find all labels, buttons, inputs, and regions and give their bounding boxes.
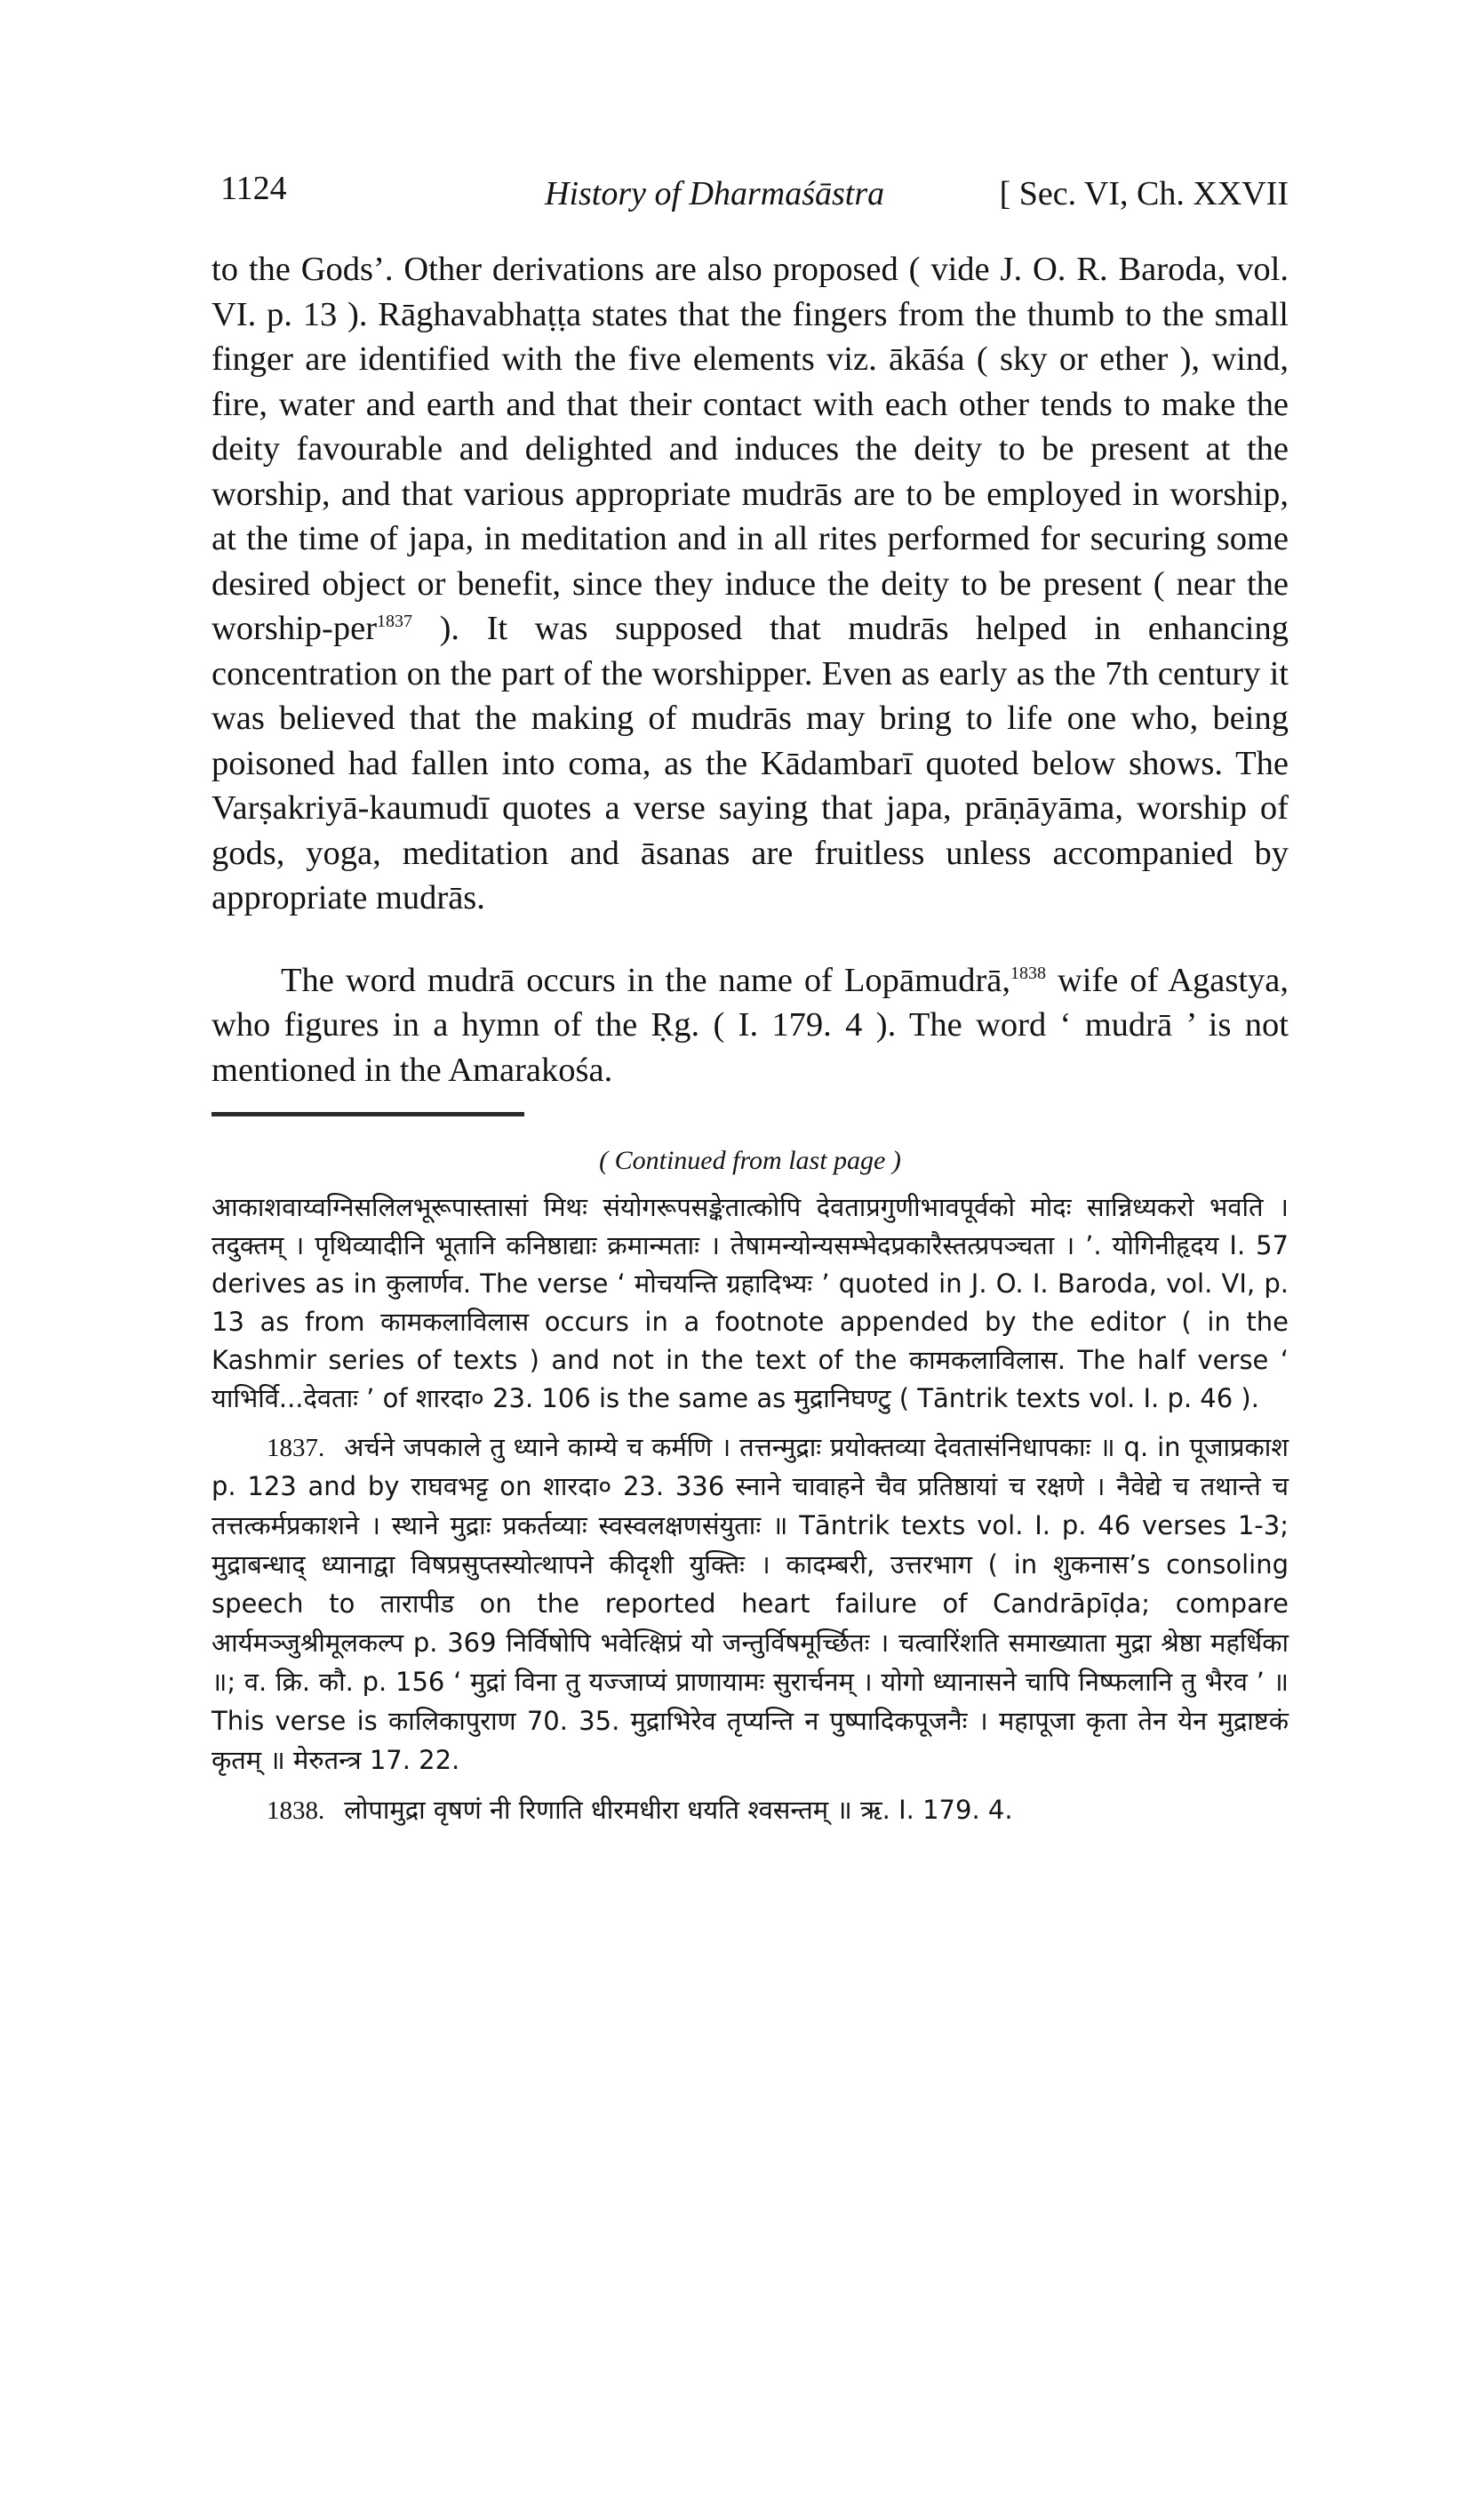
page-number: 1124	[220, 170, 287, 207]
continued-label: ( Continued from last page )	[599, 1146, 901, 1175]
footnote-ref-1837: 1837	[377, 612, 413, 632]
footnote-text: अर्चने जपकाले तु ध्याने काम्ये च कर्मणि । तत्तन्मुद्राः प्रयोक्तव्या देवतासंनिधापकाः ॥ q. in पूजाप्रकाश p. 123 and by राघवभट्ट on शारदा० 23. 336 स्नाने चावाहने चैव प्रतिष्ठायां च रक्षणे । नैवेद्ये च तथान्ते च तत्तत्कर्मप्रकाशने । स्थाने मुद्राः प्रकर्तव्याः स्वस्वलक्षणसंयुताः ॥ Tāntrik texts vol. I. p. 46 verses 1-3; मुद्राबन्धाद् ध्यानाद्वा विषप्रसुप्तस्योत्थापने कीदृशी युक्तिः । कादम्बरी, उत्तरभाग ( in शुकनास’s consoling speech to तारापीड on the reported heart failure of Candrāpīḍa; compare आर्यमञ्जुश्रीमूलकल्प p. 369 निर्विषोपि भवेत्क्षिप्रं यो जन्तुर्विषमूर्च्छितः । चत्वारिंशति समाख्याता मुद्रा श्रेष्ठा महर्धिका ॥; व. क्रि. कौ. p. 156 ‘ मुद्रां विना तु यज्जाप्यं प्राणायामः सुरार्चनम् । योगो ध्यानासने चापि निष्फलानि तु भैरव ’ ॥ This verse is कालिकापुराण 70. 35. मुद्राभिरेव तृप्यन्ति न पुष्पादिकपूजनैः । महापूजा कृता तेन येन मुद्राष्टकं कृतम् ॥ मेरुतन्त्र 17. 22.	[212, 1432, 1289, 1775]
paragraph-2-text-b: wife of Agastya, who figures in a hymn of the Ṛg. ( I. 179. 4 ). The word ‘ mudrā ’ is not mentioned in the Amarakośa.	[212, 961, 1289, 1089]
footnote-number: 1838.	[267, 1796, 325, 1825]
footnote-ref-1838: 1838	[1010, 963, 1046, 983]
paragraph-2	[212, 958, 1289, 1093]
running-head	[212, 169, 1289, 222]
paragraph-1	[212, 247, 1289, 921]
footnote-1838	[212, 1791, 1289, 1830]
book-title: History of Dharmaśāstra	[545, 175, 885, 212]
footnote-text: लोपामुद्रा वृषणं नी रिणाति धीरमधीरा धयति श्वसन्तम् ॥ ऋ. I. 179. 4.	[344, 1795, 1013, 1825]
main-text	[212, 247, 1289, 1092]
section-label: [ Sec. VI, Ch. XXVII	[999, 175, 1289, 212]
footnote-number: 1837.	[267, 1434, 325, 1462]
paragraph-2-text-a: The word mudrā occurs in the name of Lopāmudrā,	[281, 961, 1010, 999]
continued-footnote: आकाशवाय्वग्निसलिलभूरूपास्तासां मिथः संयोगरूपसङ्केतात्कोपि देवताप्रगुणीभावपूर्वको मोदः सान्निध्यकरो भवति । तदुक्तम् । पृथिव्यादीनि भूतानि कनिष्ठाद्याः क्रमान्मताः । तेषामन्योन्यसम्भेदप्रकारैस्तत्प्रपञ्चता । ’. योगिनीहृदय I. 57 derives as in कुलार्णव. The verse ‘ मोचयन्ति ग्रहादिभ्यः ’ quoted in J. O. I. Baroda, vol. VI, p. 13 as from कामकलाविलास occurs in a footnote appended by the editor ( in the Kashmir series of texts ) and not in the text of the कामकलाविलास. The half verse ‘ याभिर्वि...देवताः ’ of शारदा० 23. 106 is the same as मुद्रानिघण्टु ( Tāntrik texts vol. I. p. 46 ).	[212, 1192, 1289, 1413]
paragraph-1-text-a: to the Gods’. Other derivations are also proposed ( vide J. O. R. Baroda, vol. VI. p. 13 ). Rāghavabhaṭṭa states that the fingers from the thumb to the small finger are identified with the five elements viz. ākāśa ( sky or ether ), wind, fire, water and earth and that their contact with each other tends to make the deity favourable and delighted and induces the deity to be present at the worship, and that various appropriate mudrās are to be employed in worship, at the time of japa, in meditation and in all rites performed for securing some desired object or benefit, since they induce the deity to be present ( near the worship-per	[212, 251, 1289, 647]
footnote-1837	[212, 1428, 1289, 1780]
paragraph-1-text-b: ). It was supposed that mudrās helped in enhancing concentration on the part of the worshipper. Even as early as the 7th century it was believed that the making of mudrās may bring to life one who, being poisoned had fallen into coma, as the Kādambarī quoted below shows. The Varṣakriyā-kaumudī quotes a verse saying that japa, prāṇāyāma, worship of gods, yoga, meditation and āsanas are fruitless unless accompanied by appropriate mudrās.	[212, 610, 1289, 916]
footnotes	[212, 1141, 1289, 1830]
book-page	[212, 169, 1289, 1830]
footnote-divider	[212, 1112, 524, 1116]
